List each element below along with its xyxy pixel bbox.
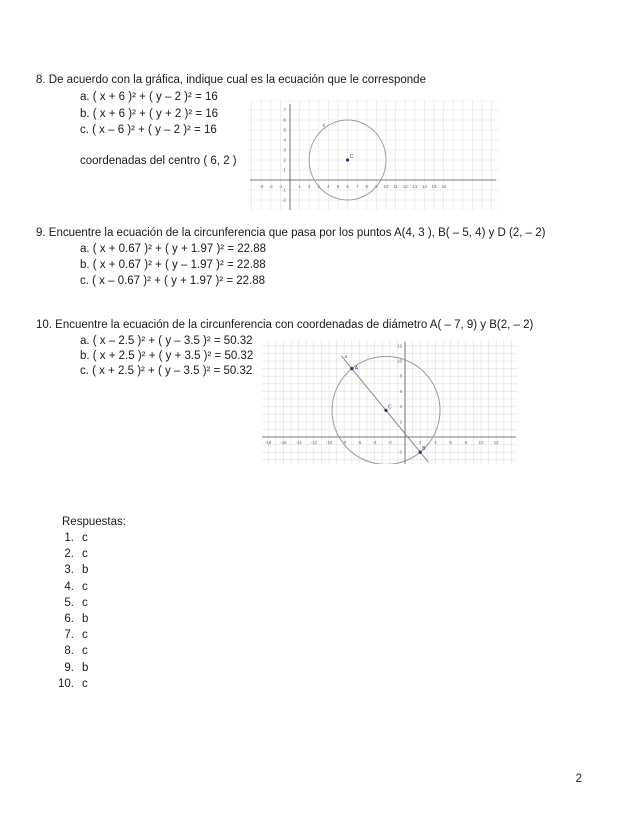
answer-item	[54, 629, 88, 641]
y-tick-label: 12	[397, 343, 402, 349]
x-tick-label: -6	[357, 440, 362, 445]
q10-option-a: a. ( x – 2.5 )² + ( y – 3.5 )² = 50.32	[80, 335, 253, 347]
x-tick-label: -8	[342, 440, 347, 445]
answer-value: c	[82, 677, 88, 690]
q8-center-note: coordenadas del centro ( 6, 2 )	[80, 155, 237, 167]
answer-value: c	[82, 596, 88, 609]
y-tick-label: 10	[397, 358, 402, 364]
y-tick-label: 4	[283, 137, 286, 143]
x-tick-label: -3	[259, 184, 264, 189]
answer-item	[54, 597, 88, 609]
q10-stem: 10. Encuentre la ecuación de la circunferencia con coordenadas de diámetro A( – 7, 9) y B(2, – 2)	[36, 319, 534, 331]
y-tick-label: 2	[399, 419, 402, 425]
x-tick-label: 8	[464, 440, 467, 445]
answer-value: b	[82, 613, 89, 625]
answer-number: 8.	[64, 645, 74, 658]
q10-graph	[262, 340, 518, 464]
answer-value: b	[82, 564, 89, 577]
answer-value: c	[82, 580, 88, 593]
q9-option-a: a. ( x + 0.67 )² + ( y + 1.97 )² = 22.88	[80, 243, 267, 255]
page-number: 2	[575, 773, 582, 785]
answer-value: c	[82, 548, 88, 561]
point-label-b: B	[422, 446, 426, 453]
answer-number: 3.	[64, 564, 74, 577]
point-label-a: A	[354, 365, 359, 372]
y-tick-label: 4	[399, 404, 402, 410]
x-tick-label: 16	[441, 184, 447, 189]
q9-stem: 9. Encuentre la ecuación de la circunferencia que pasa por los puntos A(4, 3 ), B( – 5, 4) y D (2, – 2)	[36, 227, 546, 239]
x-tick-label: -18	[265, 440, 272, 445]
x-tick-label: -16	[280, 440, 287, 445]
y-tick-label: 2	[283, 157, 286, 163]
x-tick-label: 4	[327, 184, 330, 189]
y-tick-label: 5	[283, 127, 286, 133]
y-tick-label: -2	[281, 197, 286, 203]
x-tick-label: -2	[387, 440, 392, 445]
q10-option-c: c. ( x + 2.5 )² + ( y – 3.5 )² = 50.32	[80, 365, 253, 377]
x-tick-label: 6	[346, 184, 349, 189]
answer-item	[54, 678, 88, 690]
x-tick-label: 7	[355, 184, 359, 189]
q8-stem: 8. De acuerdo con la gráfica, indique cual es la ecuación que le corresponde	[36, 74, 426, 86]
answer-number: 2.	[64, 548, 74, 561]
answer-item	[54, 581, 88, 593]
q9-option-c: c. ( x – 0.67 )² + ( y + 1.97 )² = 22.88	[80, 275, 266, 287]
answer-number: 5.	[64, 596, 74, 609]
x-tick-label: 12	[493, 440, 499, 445]
answer-number: 6.	[64, 613, 74, 625]
x-tick-label: -10	[325, 440, 333, 445]
answer-value: c	[82, 645, 88, 658]
x-tick-label: 6	[449, 440, 452, 445]
x-tick-label: -14	[295, 440, 302, 445]
q8-graph	[250, 100, 500, 210]
answer-number: 4.	[64, 580, 74, 593]
answer-value: c	[82, 532, 88, 544]
x-tick-label: 2	[307, 184, 311, 189]
answer-item	[54, 613, 88, 625]
point-a	[350, 367, 353, 370]
diameter-line	[342, 356, 429, 462]
y-tick-label: -2	[398, 449, 402, 455]
x-tick-label: 11	[393, 184, 398, 189]
x-tick-label: -4	[372, 440, 377, 445]
q8-option-b: b. ( x + 6 )² + ( y + 2 )² = 16	[80, 108, 219, 120]
x-tick-label: -12	[310, 440, 317, 445]
answer-item	[54, 662, 88, 674]
circle-label-k: k	[322, 123, 326, 129]
q8-option-c: c. ( x – 6 )² + ( y – 2 )² = 16	[80, 124, 217, 136]
answer-number: 9.	[64, 661, 74, 674]
y-tick-label: 6	[399, 388, 402, 394]
point-label-c: C	[388, 404, 392, 411]
x-tick-label: -2	[268, 184, 273, 189]
answer-value: b	[82, 661, 89, 674]
y-tick-label: 6	[283, 117, 286, 123]
point-label-c: C	[349, 154, 354, 160]
answer-item	[54, 564, 88, 576]
x-tick-label: 14	[421, 184, 427, 189]
x-tick-label: -1	[278, 184, 283, 189]
answer-item	[54, 532, 88, 544]
x-tick-label: 15	[431, 184, 437, 189]
answer-item	[54, 548, 88, 560]
answer-number: 7.	[64, 629, 74, 642]
x-tick-label: 1	[298, 184, 301, 189]
x-tick-label: 13	[412, 184, 418, 189]
x-tick-label: 2	[419, 440, 422, 445]
q10-option-b: b. ( x + 2.5 )² + ( y + 3.5 )² = 50.32	[80, 350, 254, 362]
x-tick-label: 8	[365, 184, 369, 189]
x-tick-label: 9	[375, 184, 378, 189]
y-tick-label: -1	[281, 187, 286, 193]
y-tick-label: 7	[283, 107, 286, 113]
x-tick-label: 5	[336, 184, 340, 189]
line-label-a: a	[344, 354, 348, 361]
x-tick-label: 10	[478, 440, 484, 445]
y-tick-label: 3	[283, 147, 286, 153]
y-tick-label: 8	[399, 373, 402, 379]
answer-number: 10.	[58, 677, 74, 690]
q8-option-a: a. ( x + 6 )² + ( y – 2 )² = 16	[80, 91, 218, 103]
x-tick-label: 12	[402, 184, 408, 189]
x-tick-label: 10	[383, 184, 389, 189]
x-tick-label: 3	[317, 184, 321, 189]
y-tick-label: 1	[283, 167, 286, 173]
answer-item	[54, 645, 88, 657]
q9-option-b: b. ( x + 0.67 )² + ( y – 1.97 )² = 22.88	[80, 259, 266, 271]
answer-number: 1.	[64, 532, 74, 544]
answers-title: Respuestas:	[62, 516, 126, 528]
answer-value: c	[82, 629, 88, 642]
x-tick-label: 4	[434, 440, 437, 445]
